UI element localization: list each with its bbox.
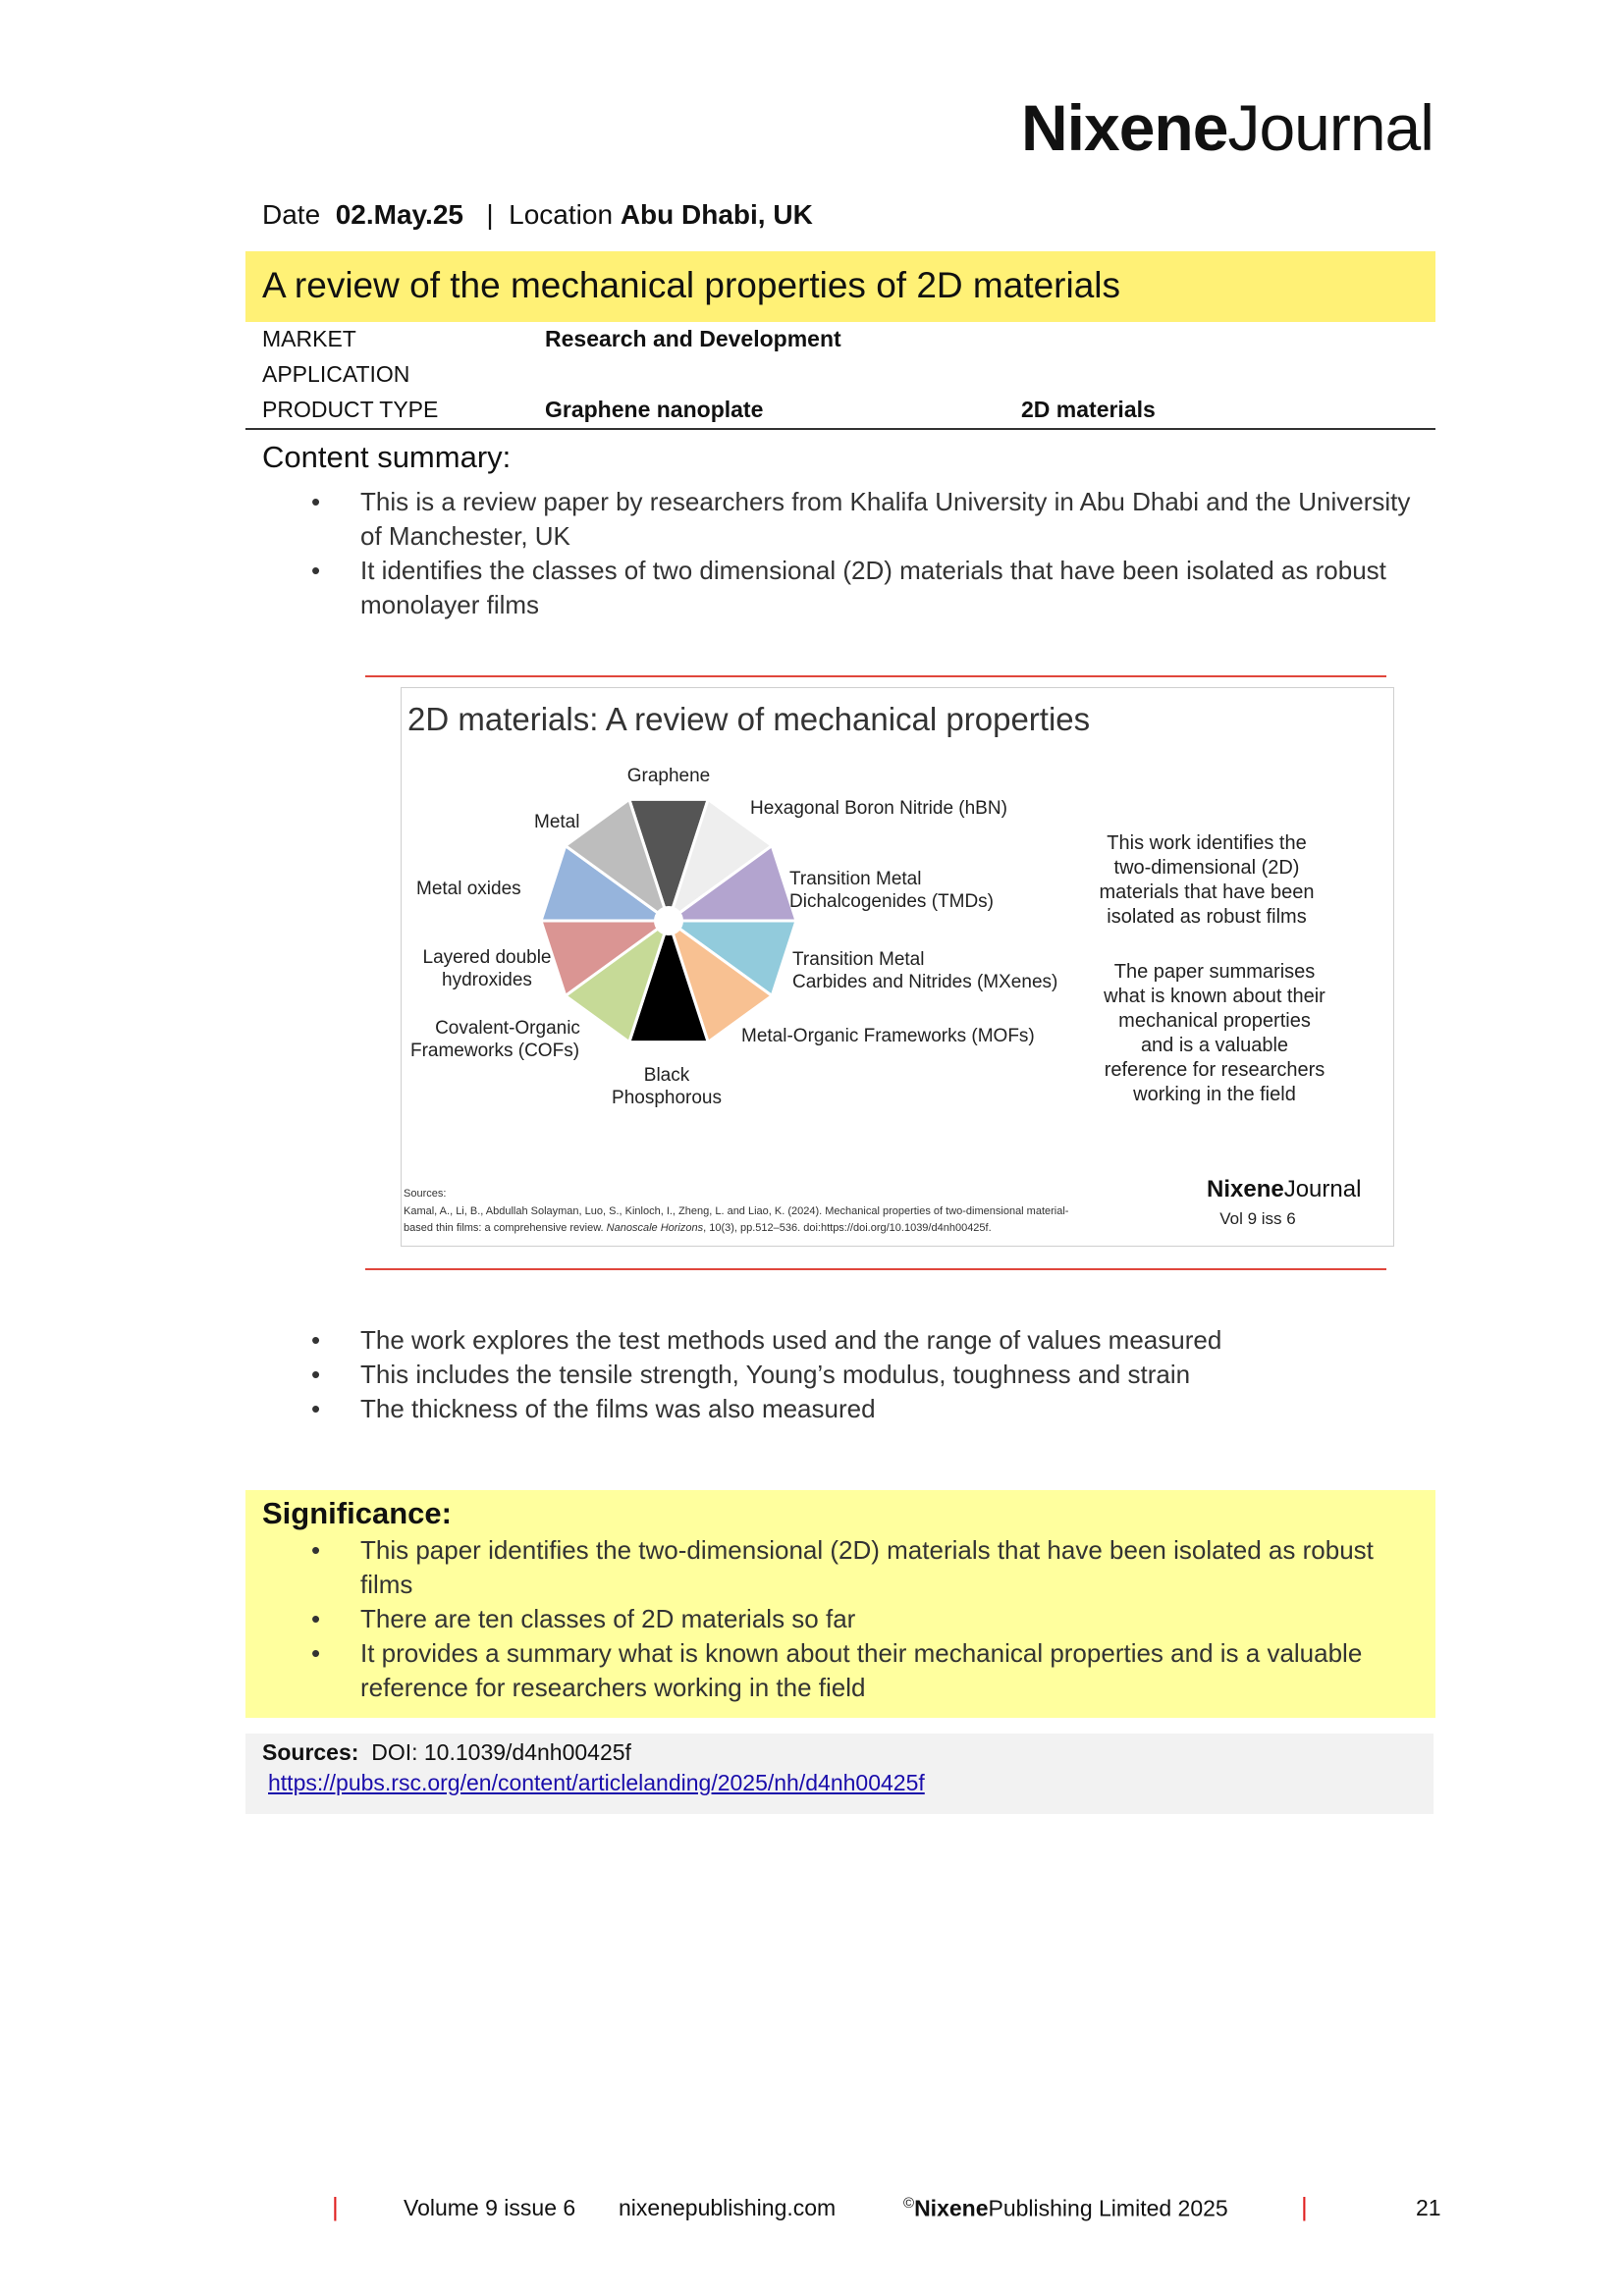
sources-doi-line: Sources: DOI: 10.1039/d4nh00425f <box>262 1739 631 1765</box>
product-type-value: Graphene nanoplate <box>545 397 764 422</box>
svg-text:reference for researchers: reference for researchers <box>1104 1059 1325 1081</box>
date-value: 02.May.25 <box>335 199 463 230</box>
label-bp-1: Black <box>643 1065 690 1086</box>
figure-sources-line-1: Kamal, A., Li, B., Abdullah Solayman, Luo, S., Kinloch, I., Zheng, L. and Liao, K. (2024). Mechanical properties of two-dimensional material- <box>404 1205 1069 1217</box>
article-title: A review of the mechanical properties of 2D materials <box>262 265 1121 305</box>
figure-title: 2D materials: A review of mechanical properties <box>407 701 1091 737</box>
label-mxenes-1: Transition Metal <box>792 949 925 970</box>
significance-box <box>245 1490 1435 1718</box>
side-text-1 <box>1099 832 1314 928</box>
wheel-center <box>654 906 683 935</box>
source-link[interactable]: https://pubs.rsc.org/en/content/articlelanding/2025/nh/d4nh00425f <box>268 1770 925 1795</box>
label-cofs-1: Covalent-Organic <box>435 1018 580 1039</box>
figure-sources-line-2: based thin films: a comprehensive review. Nanoscale Horizons, 10(3), pp.512–536. doi:https://doi.org/10.1039/d4nh00425f. <box>404 1222 992 1234</box>
label-ldh-2: hydroxides <box>442 970 532 990</box>
sources-box <box>245 1734 1434 1814</box>
svg-text:This work identifies the: This work identifies the <box>1107 832 1307 854</box>
list-item: • The thickness of the films was also measured <box>311 1394 876 1423</box>
footer-site: nixenepublishing.com <box>619 2195 837 2220</box>
section-divider <box>245 428 1435 430</box>
product-type-label: PRODUCT TYPE <box>262 397 439 422</box>
footer-bar-left: | <box>332 2192 339 2221</box>
figure-volume: Vol 9 iss 6 <box>1219 1209 1296 1228</box>
summary-list-top <box>262 485 1411 622</box>
list-item: • It provides a summary what is known about their mechanical properties and is a valuable reference for researchers working in the field <box>311 1638 1363 1702</box>
journal-logo: NixeneJournal <box>1021 91 1434 164</box>
svg-text:materials that have been: materials that have been <box>1099 881 1315 903</box>
location-value: Abu Dhabi, UK <box>620 199 813 230</box>
list-item: • This includes the tensile strength, Young’s modulus, toughness and strain <box>311 1360 1191 1389</box>
label-bp-2: Phosphorous <box>612 1088 722 1108</box>
side-text-2 <box>1103 961 1325 1105</box>
significance-list <box>262 1533 1411 1705</box>
label-cofs-2: Frameworks (COFs) <box>409 1041 580 1061</box>
list-item: • This is a review paper by researchers from Khalifa University in Abu Dhabi and the University of Manchester, UK <box>311 487 1411 551</box>
list-item: • There are ten classes of 2D materials so far <box>311 1604 856 1633</box>
footer-volume: Volume 9 issue 6 <box>404 2195 576 2220</box>
figure-brand: NixeneJournal <box>1207 1176 1362 1202</box>
label-metal-oxides: Metal oxides <box>416 879 521 899</box>
svg-text:what is known about their: what is known about their <box>1104 986 1325 1007</box>
figure-bottom-rule <box>365 1268 1386 1270</box>
content-summary-heading: Content summary: <box>262 440 512 474</box>
label-tmds-2: Dichalcogenides (TMDs) <box>789 891 995 912</box>
figure-sources-label: Sources: <box>404 1188 447 1200</box>
label-mxenes-2: Carbides and Nitrides (MXenes) <box>792 972 1058 992</box>
svg-text:working in the field: working in the field <box>1133 1084 1296 1105</box>
label-graphene: Graphene <box>626 766 711 786</box>
list-item: • This paper identifies the two-dimensional (2D) materials that have been isolated as robust films <box>311 1535 1374 1599</box>
figure-top-rule <box>365 675 1386 677</box>
svg-text:The paper summarises: The paper summarises <box>1113 961 1316 983</box>
footer-page-number: 21 <box>1416 2195 1441 2220</box>
label-metal: Metal <box>534 812 580 832</box>
summary-list-bottom <box>262 1323 1411 1426</box>
date-location-line: Date 02.May.25 | Location Abu Dhabi, UK <box>262 199 813 230</box>
application-label: APPLICATION <box>262 361 410 387</box>
article-title-bar <box>245 251 1435 322</box>
label-tmds-1: Transition Metal <box>789 869 922 889</box>
label-mofs: Metal-Organic Frameworks (MOFs) <box>741 1026 1035 1046</box>
product-type-value-2: 2D materials <box>1021 397 1156 422</box>
footer-bar-right: | <box>1301 2192 1308 2221</box>
svg-text:isolated as robust films: isolated as robust films <box>1107 906 1307 928</box>
svg-text:two-dimensional (2D): two-dimensional (2D) <box>1113 857 1300 879</box>
svg-text:and is a valuable: and is a valuable <box>1140 1035 1289 1056</box>
figure-svg <box>402 688 1393 1246</box>
label-ldh-1: Layered double <box>422 947 552 968</box>
list-item: • It identifies the classes of two dimensional (2D) materials that have been isolated as robust monolayer films <box>311 556 1386 619</box>
svg-text:mechanical properties: mechanical properties <box>1118 1010 1311 1032</box>
figure-infographic <box>401 687 1394 1247</box>
significance-heading: Significance: <box>262 1496 452 1530</box>
footer-copyright: ©NixenePublishing Limited 2025 <box>903 2195 1228 2221</box>
label-hbn: Hexagonal Boron Nitride (hBN) <box>750 798 1007 819</box>
market-label: MARKET <box>262 326 356 351</box>
list-item: • The work explores the test methods used and the range of values measured <box>311 1325 1222 1355</box>
market-value: Research and Development <box>545 326 841 351</box>
